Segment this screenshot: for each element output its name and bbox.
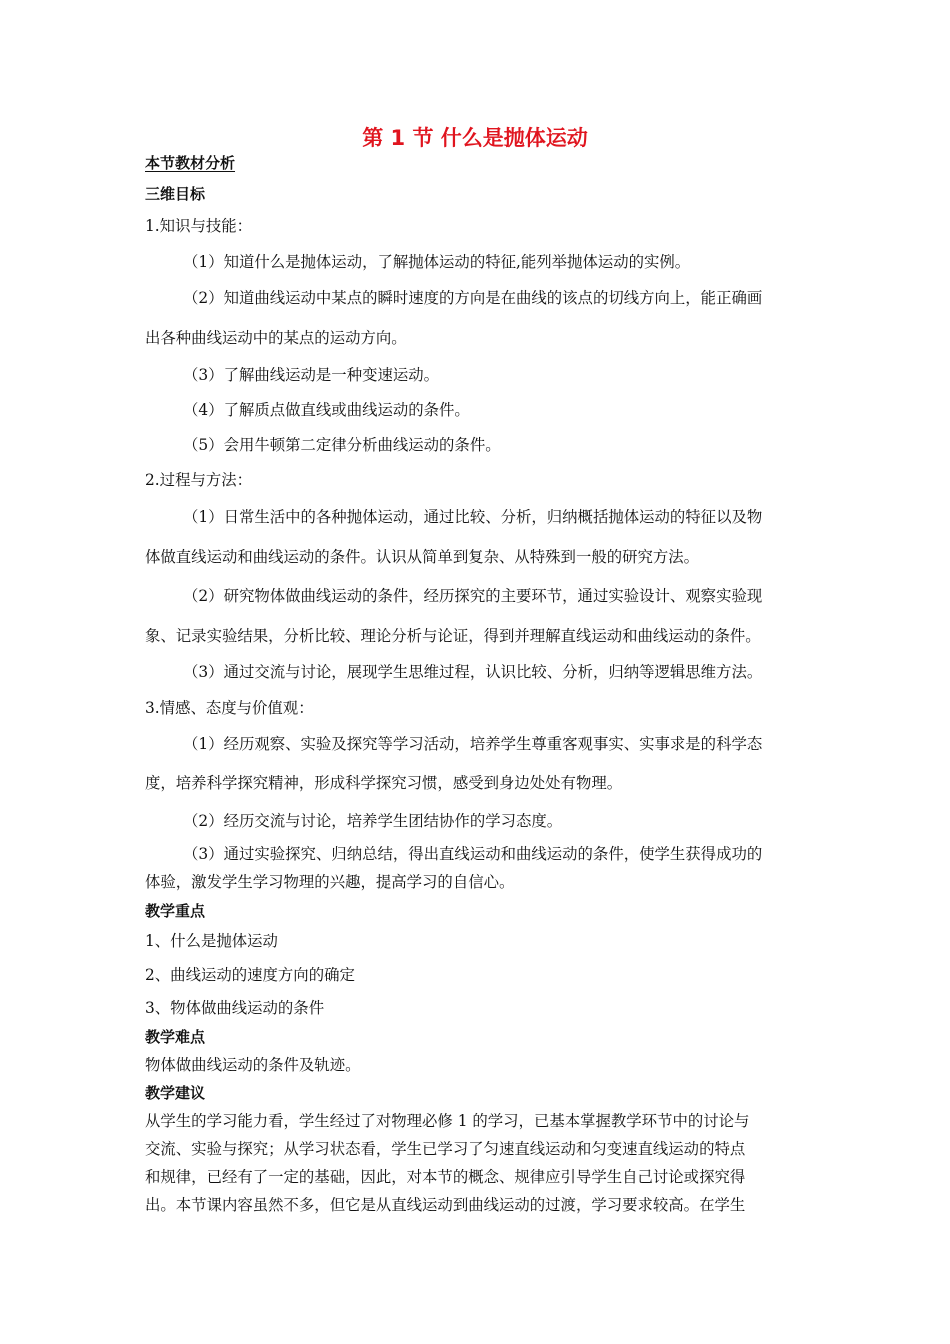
knowledge-line: （3）了解曲线运动是一种变速运动。: [183, 366, 440, 384]
page-title: 第 1 节 什么是抛体运动: [362, 126, 588, 150]
goals-heading: 三维目标: [145, 185, 206, 203]
section-heading: 本节教材分析: [145, 154, 236, 172]
key-point-item: 2、曲线运动的速度方向的确定: [145, 966, 355, 984]
process-line: （2）研究物体做曲线运动的条件，经历探究的主要环节，通过实验设计、观察实验现: [183, 587, 763, 605]
process-line: 象、记录实验结果，分析比较、理论分析与论证，得到并理解直线运动和曲线运动的条件。: [145, 627, 761, 645]
suggestions-line: 从学生的学习能力看，学生经过了对物理必修 1 的学习，已基本掌握教学环节中的讨论与: [145, 1112, 750, 1130]
difficulties-heading: 教学难点: [145, 1028, 206, 1046]
key-points-heading: 教学重点: [145, 902, 206, 920]
suggestions-heading: 教学建议: [145, 1084, 206, 1102]
emotion-line: （3）通过实验探究、归纳总结，得出直线运动和曲线运动的条件，使学生获得成功的: [183, 845, 763, 863]
knowledge-line: （2）知道曲线运动中某点的瞬时速度的方向是在曲线的该点的切线方向上，能正确画: [183, 289, 763, 307]
emotion-line: 度，培养科学探究精神，形成科学探究习惯，感受到身边处处有物理。: [145, 774, 623, 792]
emotion-line: 体验，激发学生学习物理的兴趣，提高学习的自信心。: [145, 873, 515, 891]
key-point-item: 1、什么是抛体运动: [145, 932, 278, 950]
process-line: （1）日常生活中的各种抛体运动，通过比较、分析，归纳概括抛体运动的特征以及物: [183, 508, 763, 526]
process-line: （3）通过交流与讨论，展现学生思维过程，认识比较、分析，归纳等逻辑思维方法。: [183, 663, 763, 681]
process-heading: 2.过程与方法：: [145, 471, 253, 489]
suggestions-line: 交流、实验与探究；从学习状态看，学生已学习了匀速直线运动和匀变速直线运动的特点: [145, 1140, 746, 1158]
emotion-line: （2）经历交流与讨论，培养学生团结协作的学习态度。: [183, 812, 563, 830]
suggestions-line: 出。本节课内容虽然不多，但它是从直线运动到曲线运动的过渡，学习要求较高。在学生: [145, 1196, 746, 1214]
difficulties-text: 物体做曲线运动的条件及轨迹。: [145, 1056, 361, 1074]
knowledge-line: （5）会用牛顿第二定律分析曲线运动的条件。: [183, 436, 501, 454]
suggestions-line: 和规律，已经有了一定的基础，因此，对本节的概念、规律应引导学生自己讨论或探究得: [145, 1168, 746, 1186]
emotion-heading: 3.情感、态度与价值观：: [145, 699, 314, 717]
knowledge-heading: 1.知识与技能：: [145, 217, 253, 235]
knowledge-line: 出各种曲线运动中的某点的运动方向。: [145, 329, 407, 347]
knowledge-line: （4）了解质点做直线或曲线运动的条件。: [183, 401, 470, 419]
key-point-item: 3、物体做曲线运动的条件: [145, 999, 325, 1017]
emotion-line: （1）经历观察、实验及探究等学习活动，培养学生尊重客观事实、实事求是的科学态: [183, 735, 763, 753]
process-line: 体做直线运动和曲线运动的条件。认识从简单到复杂、从特殊到一般的研究方法。: [145, 548, 700, 566]
knowledge-line: （1）知道什么是抛体运动，了解抛体运动的特征,能列举抛体运动的实例。: [183, 253, 691, 271]
